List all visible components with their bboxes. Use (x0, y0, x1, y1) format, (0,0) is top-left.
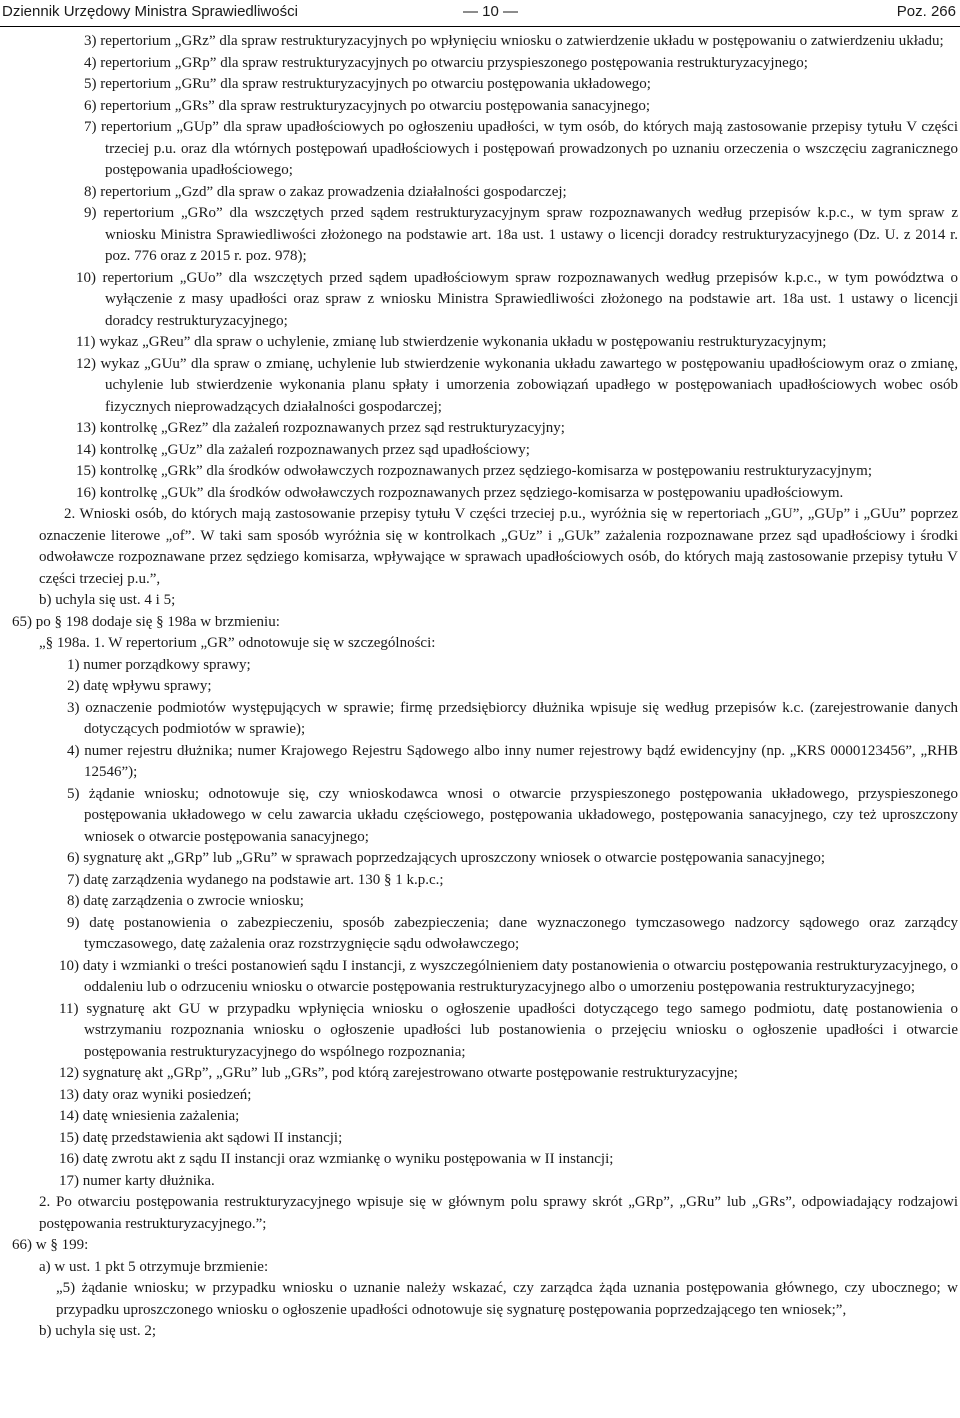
journal-title: Dziennik Urzędowy Ministra Sprawiedliwości (2, 3, 298, 20)
list-item: 12) wykaz „GUu” dla spraw o zmianę, uchylenie lub stwierdzenie wykonania układu zawartego w postępowaniu upadłościowym oraz o zmianę, uchylenie lub stwierdzenie wykonania planu spłaty i umorzenia zobowiązań upadłego w postępowaniach upadłościowych wobec osób fizycznych nieprowadzących działalności gospodarczej; (76, 355, 958, 415)
list-item: 5) repertorium „GRu” dla spraw restrukturyzacyjnych po otwarciu postępowania układowego; (84, 76, 651, 92)
document-body (0, 31, 960, 1343)
point-a: a) w ust. 1 pkt 5 otrzymuje brzmienie: (39, 1258, 269, 1275)
list-item: 10) daty i wzmianki o treści postanowień sądu I instancji, z wyszczególnieniem daty postanowienia o otwarciu postępowania restrukturyzacyjnego, o oddaleniu lub o odrzuceniu wniosku o otwarcie postępowania restrukturyzacyjnego albo o umorzeniu postępowania restrukturyzacyjnego; (59, 957, 958, 995)
list-item: 15) datę przedstawienia akt sądowi II instancji; (59, 1129, 343, 1146)
list-item: 12) sygnaturę akt „GRp”, „GRu” lub „GRs”, pod którą zarejestrowano otwarte postępowanie restrukturyzacyjne; (59, 1065, 738, 1081)
header-rule (0, 26, 960, 27)
section-198a: „§ 198a. 1. W repertorium „GR” odnotowuje się w szczególności: (39, 635, 436, 651)
list-item: 13) daty oraz wyniki posiedzeń; (59, 1086, 252, 1103)
list-item: 4) repertorium „GRp” dla spraw restrukturyzacyjnych po otwarciu przyspieszonego postępowania restrukturyzacyjnego; (84, 54, 808, 71)
list-item: 7) datę zarządzenia wydanego na podstawie art. 130 § 1 k.p.c.; (67, 871, 444, 888)
list-item: 13) kontrolkę „GRez” dla zażaleń rozpoznawanych przez sąd restrukturyzacyjny; (76, 420, 565, 436)
list-item: 9) repertorium „GRo” dla wszczętych przed sądem restrukturyzacyjnym spraw rozpoznawanych według przepisów k.p.c., w tym spraw z wniosku Ministra Sprawiedliwości złożonego na podstawie art. 18a ust. 1 ustawy o licencji doradcy restrukturyzacyjnego (Dz. U. z 2014 r. poz. 776 oraz z 2015 r. poz. 978); (84, 205, 958, 264)
list-item: 16) kontrolkę „GUk” dla środków odwoławczych rozpoznawanych przez sędziego-komisarza w postępowaniu upadłościowym. (76, 484, 844, 501)
list-item: 17) numer karty dłużnika. (59, 1172, 215, 1189)
gr-register-list (0, 655, 960, 1193)
point-b-2: b) uchyla się ust. 2; (39, 1323, 157, 1339)
list-item: 2) datę wpływu sprawy; (67, 678, 212, 694)
list-item: 15) kontrolkę „GRk” dla środków odwoławczych rozpoznawanych przez sędziego-komisarza w postępowaniu restrukturyzacyjnym; (76, 463, 872, 479)
list-item: 14) datę wniesienia zażalenia; (59, 1108, 240, 1124)
repertoria-list (0, 31, 960, 504)
list-item: 16) datę zwrotu akt z sądu II instancji oraz wzmiankę o wyniku postępowania w II instancji; (59, 1151, 614, 1167)
list-item: 8) datę zarządzenia o zwrocie wniosku; (67, 893, 304, 909)
list-item: 1) numer porządkowy sprawy; (67, 656, 251, 673)
point-66: 66) w § 199: (12, 1237, 89, 1253)
list-item: 6) sygnaturę akt „GRp” lub „GRu” w sprawach poprzedzających uproszczony wniosek o otwarcie postępowania sanacyjnego; (67, 850, 826, 866)
point-b-1: b) uchyla się ust. 4 i 5; (39, 592, 176, 608)
list-item: 3) oznaczenie podmiotów występujących w sprawie; firmę przedsiębiorcy dłużnika wpisuje się według przepisów k.c. (zarejestrowanie danych dotyczących podmiotów w sprawie); (67, 699, 958, 737)
list-item: 6) repertorium „GRs” dla spraw restrukturyzacyjnych po otwarciu postępowania sanacyjnego; (84, 97, 651, 114)
page-number: — 10 — (463, 3, 519, 20)
paragraph-2b: 2. Po otwarciu postępowania restrukturyzacyjnego wpisuje się w głównym polu sprawy skrót „GRp”, „GRu” lub „GRs”, odpowiadający rodzajowi postępowania restrukturyzacyjnego.”; (39, 1194, 958, 1232)
list-item: 9) datę postanowienia o zabezpieczeniu, sposób zabezpieczenia; dane wyznaczonego tymczasowego nadzorcy sądowego oraz zarządcy tymczasowego, datę zażalenia oraz rozstrzygnięcie sądu odwoławczego; (67, 914, 958, 952)
list-item: 11) sygnaturę akt GU w przypadku wpłynięcia wniosku o ogłoszenie upadłości dotyczącego tego samego podmiotu, datę postanowienia o wstrzymaniu rozpoznania wniosku o ogłoszenie upadłości lub postanowienia o przejęciu wniosku o ogłoszenie upadłości i otwarcie postępowania restrukturyzacyjnego do wspólnego rozpoznania; (59, 1000, 958, 1060)
list-item: 4) numer rejestru dłużnika; numer Krajowego Rejestru Sądowego albo inny numer rejestrowy bądź ewidencyjny (np. „KRS 0000123456”, „RHB 12546”); (67, 742, 958, 780)
position-number: Poz. 266 (896, 3, 956, 20)
list-item: 11) wykaz „GReu” dla spraw o uchylenie, zmianę lub stwierdzenie wykonania układu w postępowaniu restrukturyzacyjnym; (76, 334, 827, 350)
list-item: 10) repertorium „GUo” dla wszczętych przed sądem upadłościowym spraw rozpoznawanych według przepisów k.p.c., w tym powództwa o wyłączenie z masy upadłości oraz spraw z wniosku Ministra Sprawiedliwości złożonego na podstawie art. 18a ust. 1 ustawy o licencji doradcy restrukturyzacyjnego; (76, 269, 958, 329)
list-item: 3) repertorium „GRz” dla spraw restrukturyzacyjnych po wpłynięciu wniosku o zatwierdzenie układu w postępowaniu o zatwierdzeniu układu; (84, 33, 944, 49)
page-header (0, 0, 960, 26)
list-item: 5) żądanie wniosku; odnotowuje się, czy wnioskodawca wnosi o otwarcie przyspieszonego postępowania układowego, przyspieszonego postępowania układowego w celu zawarcia układu częściowego, postępowania układowego, postępowania sanacyjnego, czy też uproszczony wniosek o otwarcie postępowania sanacyjnego; (67, 785, 958, 845)
quoted-point-5: „5) żądanie wniosku; w przypadku wniosku o uznanie należy wskazać, czy zarządca żąda uznania postępowania głównego, czy ubocznego; w przypadku uproszczonego wniosku o ogłoszenie upadłości odnotowuje się sygnaturę postępowania poprzedzającego ten wniosek;”, (56, 1280, 958, 1318)
list-item: 14) kontrolkę „GUz” dla zażaleń rozpoznawanych przez sąd upadłościowy; (76, 441, 530, 458)
list-item: 7) repertorium „GUp” dla spraw upadłościowych po ogłoszeniu upadłości, w tym osób, do których mają zastosowanie przepisy tytułu V części trzeciej p.u. oraz dla wtórnych postępowań upadłościowych i postępowań prowadzonych po uznaniu orzeczenia o wszczęciu zagranicznego postępowania upadłościowego; (84, 119, 958, 178)
list-item: 8) repertorium „Gzd” dla spraw o zakaz prowadzenia działalności gospodarczej; (84, 183, 567, 200)
point-65: 65) po § 198 dodaje się § 198a w brzmieniu: (12, 613, 280, 630)
paragraph-2: 2. Wnioski osób, do których mają zastosowanie przepisy tytułu V części trzeciej p.u., wyróżnia się w repertoriach „GU”, „GUp” i „GUu” poprzez oznaczenie literowe „of”. W taki sam sposób wyróżnia się w kontrolkach „GUz” i „GUk” zażalenia rozpoznawane przez sąd upadłościowy i środki odwoławcze rozpoznawane przez sędziego komisarza, wpływające w sprawach upadłościowych osób, do których mają zastosowanie przepisy tytułu V części trzeciej p.u.”, (39, 506, 958, 587)
